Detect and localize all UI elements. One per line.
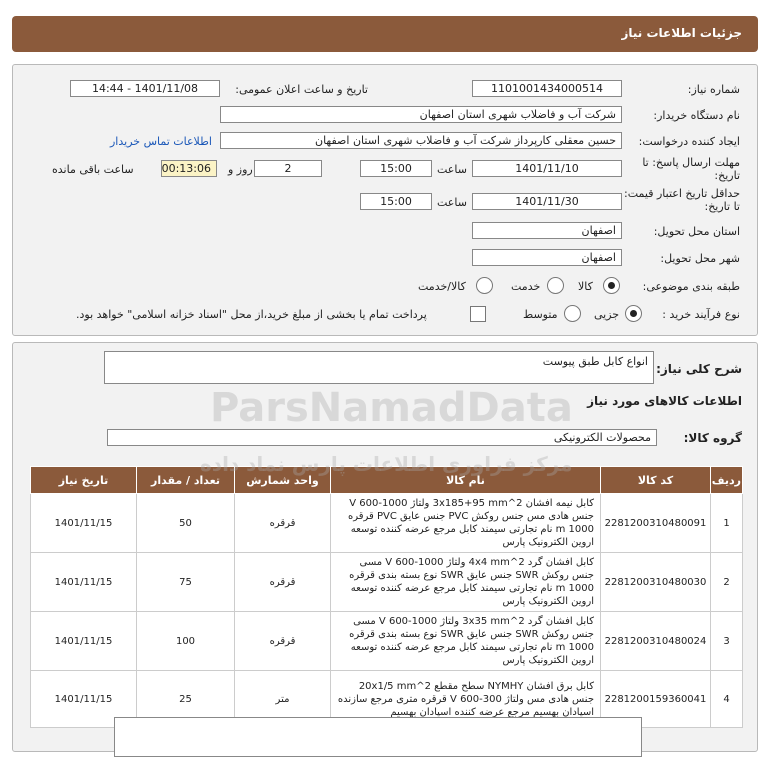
days-field: 2 bbox=[254, 160, 322, 177]
goods-name: کابل نیمه افشان 2^3x185+95 mm ولتاژ 1000-600 V جنس هادی مس جنس روکش PVC جنس عایق PVC قرقره 1000 m نام تجارتی سیمند کابل مرجع عرضه کننده توسعه اروین الکترونیک پارس bbox=[331, 494, 601, 553]
col-name-header: نام کالا bbox=[331, 467, 601, 494]
goods-group-field: محصولات الکترونیکی bbox=[107, 429, 657, 446]
treasury-payment-checkbox[interactable] bbox=[470, 306, 486, 322]
goods-code: 2281200310480024 bbox=[601, 612, 711, 671]
notes-field bbox=[114, 717, 642, 757]
category-goods-service-label: کالا/خدمت bbox=[418, 280, 466, 293]
goods-name: کابل برق افشان NYMHY سطح مقطع 2^20x1/5 mm جنس هادی مس ولتاژ 300-600 V قرقره متری مرجع سازنده اسپادان بهسیم مرجع عرضه کننده اسپادان بهسیم bbox=[331, 671, 601, 728]
goods-unit: متر bbox=[235, 671, 331, 728]
goods-date: 1401/11/15 bbox=[31, 494, 137, 553]
province-field: اصفهان bbox=[472, 222, 622, 239]
announce-field: 1401/11/08 - 14:44 bbox=[70, 80, 220, 97]
validity-time-field: 15:00 bbox=[360, 193, 432, 210]
goods-unit: قرقره bbox=[235, 612, 331, 671]
category-label: طبقه بندی موضوعی: bbox=[642, 280, 740, 293]
goods-qty: 75 bbox=[137, 553, 235, 612]
creator-field: حسین معقلی کارپرداز شرکت آب و فاضلاب شهری استان اصفهان bbox=[220, 132, 622, 149]
deadline-label: مهلت ارسال پاسخ: تا تاریخ: bbox=[642, 156, 740, 182]
process-minor-radio[interactable] bbox=[625, 305, 642, 322]
table-row bbox=[31, 612, 743, 671]
goods-qty: 100 bbox=[137, 612, 235, 671]
watermark-sub: مرکز فراوری اطلاعات پارس نماد داده bbox=[200, 452, 573, 476]
process-label: نوع فرآیند خرید : bbox=[662, 308, 740, 321]
buyer-field: شرکت آب و فاضلاب شهری استان اصفهان bbox=[220, 106, 622, 123]
validity-time-label: ساعت bbox=[437, 196, 467, 209]
buyer-contact-link[interactable]: اطلاعات تماس خریدار bbox=[110, 135, 212, 148]
row-index: 4 bbox=[711, 671, 743, 728]
row-index: 3 bbox=[711, 612, 743, 671]
category-service-radio[interactable] bbox=[547, 277, 564, 294]
col-qty-header: تعداد / مقدار bbox=[137, 467, 235, 494]
treasury-payment-note: پرداخت تمام یا بخشی از مبلغ خرید،از محل "اسناد خزانه اسلامی" خواهد بود. bbox=[76, 308, 427, 321]
table-row bbox=[31, 553, 743, 612]
category-service-label: خدمت bbox=[511, 280, 541, 293]
description-field: انواع کابل طبق پیوست bbox=[104, 351, 654, 384]
watermark-brand: ParsNamadData bbox=[210, 385, 573, 431]
buyer-label: نام دستگاه خریدار: bbox=[653, 109, 740, 122]
goods-code: 2281200310480091 bbox=[601, 494, 711, 553]
description-label: شرح کلی نیاز: bbox=[656, 362, 742, 376]
deadline-date-field: 1401/11/10 bbox=[472, 160, 622, 177]
goods-date: 1401/11/15 bbox=[31, 671, 137, 728]
process-medium-label: متوسط bbox=[523, 308, 558, 321]
goods-date: 1401/11/15 bbox=[31, 612, 137, 671]
col-unit-header: واحد شمارش bbox=[235, 467, 331, 494]
col-row-header: ردیف bbox=[711, 467, 743, 494]
city-label: شهر محل تحویل: bbox=[660, 252, 740, 265]
need-number-label: شماره نیاز: bbox=[687, 83, 740, 96]
remaining-time-field: 00:13:06 bbox=[161, 160, 217, 177]
goods-unit: قرقره bbox=[235, 494, 331, 553]
deadline-time-field: 15:00 bbox=[360, 160, 432, 177]
row-index: 1 bbox=[711, 494, 743, 553]
col-code-header: کد کالا bbox=[601, 467, 711, 494]
goods-unit: قرقره bbox=[235, 553, 331, 612]
goods-group-label: گروه کالا: bbox=[683, 431, 742, 445]
table-row bbox=[31, 494, 743, 553]
remaining-label: ساعت باقی مانده bbox=[52, 163, 134, 176]
goods-name: کابل افشان گرد 2^4x4 mm ولتاژ 1000-600 V مسی جنس روکش SWR جنس عایق SWR نوع بسته بندی قرقره 1000 m نام تجارتی سیمند کابل مرجع عرضه کننده توسعه اروین الکترونیک پارس bbox=[331, 553, 601, 612]
category-goods-service-radio[interactable] bbox=[476, 277, 493, 294]
goods-code: 2281200310480030 bbox=[601, 553, 711, 612]
page-header bbox=[12, 16, 758, 52]
col-date-header: تاریخ نیاز bbox=[31, 467, 137, 494]
deadline-time-label: ساعت bbox=[437, 163, 467, 176]
category-goods-label: کالا bbox=[578, 280, 593, 293]
goods-date: 1401/11/15 bbox=[31, 553, 137, 612]
category-goods-radio[interactable] bbox=[603, 277, 620, 294]
goods-info-title: اطلاعات کالاهای مورد نیاز bbox=[587, 394, 742, 408]
validity-label: حداقل تاریخ اعتبار قیمت: تا تاریخ: bbox=[624, 187, 740, 213]
creator-label: ایجاد کننده درخواست: bbox=[638, 135, 740, 148]
city-field: اصفهان bbox=[472, 249, 622, 266]
validity-date-field: 1401/11/30 bbox=[472, 193, 622, 210]
goods-table bbox=[30, 466, 743, 728]
process-medium-radio[interactable] bbox=[564, 305, 581, 322]
row-index: 2 bbox=[711, 553, 743, 612]
province-label: استان محل تحویل: bbox=[653, 225, 740, 238]
announce-label: تاریخ و ساعت اعلان عمومی: bbox=[235, 83, 368, 96]
table-header-row bbox=[31, 467, 743, 494]
goods-qty: 25 bbox=[137, 671, 235, 728]
goods-qty: 50 bbox=[137, 494, 235, 553]
goods-code: 2281200159360041 bbox=[601, 671, 711, 728]
process-minor-label: جزیی bbox=[594, 308, 620, 321]
need-number-field: 1101001434000514 bbox=[472, 80, 622, 97]
goods-name: کابل افشان گرد 2^3x35 mm ولتاژ 1000-600 V مسی جنس روکش SWR جنس عایق SWR نوع بسته بندی قرقره 1000 m نام تجارتی سیمند کابل مرجع عرضه کننده توسعه اروین الکترونیک پارس bbox=[331, 612, 601, 671]
page-title: جزئیات اطلاعات نیاز bbox=[621, 26, 742, 40]
days-label: روز و bbox=[228, 163, 253, 176]
